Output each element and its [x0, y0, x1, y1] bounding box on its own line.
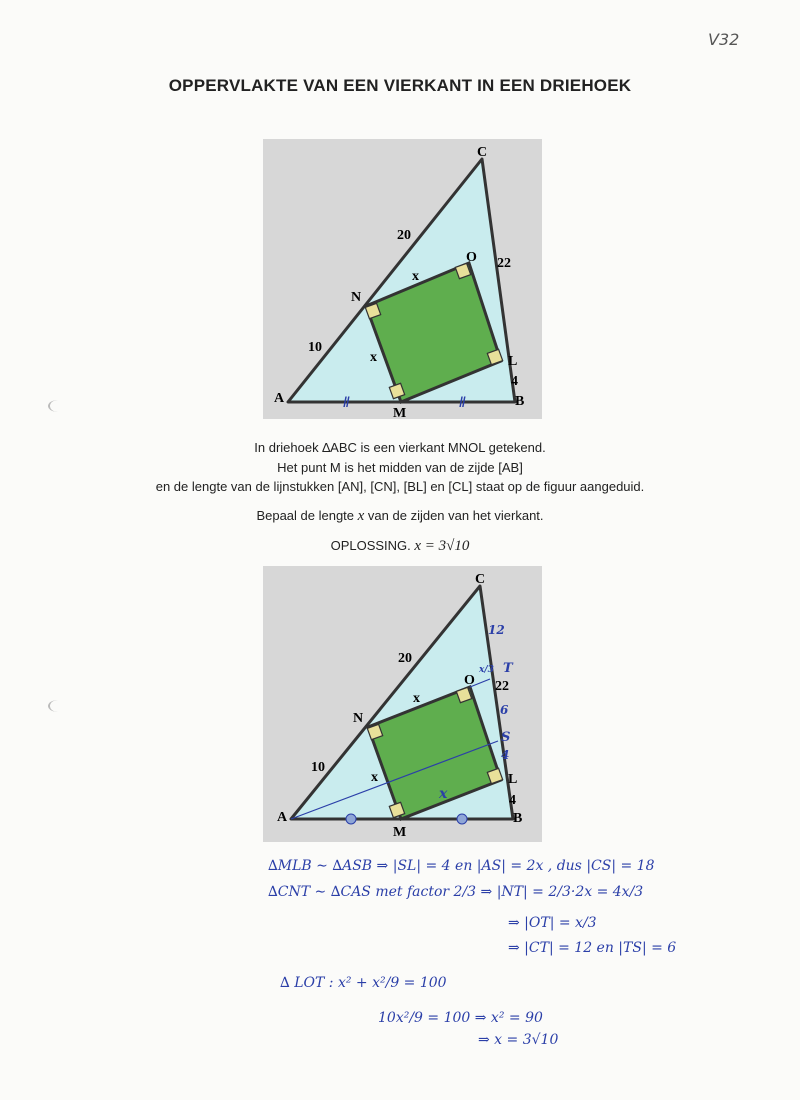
page-code: V32 [708, 30, 740, 49]
vertex-label-c: C [477, 145, 488, 160]
vertex-label-b: B [513, 811, 523, 826]
vertex-label-n: N [353, 711, 364, 726]
figure-1 [263, 139, 542, 419]
problem-line-1: In driehoek ∆ABC is een vierkant MNOL getekend. [254, 440, 546, 455]
vertex-label-o: O [466, 250, 477, 265]
vertex-label-l: L [508, 354, 518, 369]
vertex-label-o: O [464, 673, 475, 688]
equal-tick: ǁ [459, 395, 466, 411]
question [0, 506, 800, 526]
hand-length-ts: 6 [500, 703, 509, 717]
length-cn: 20 [398, 651, 412, 666]
hand-line-6: 10x²/9 = 100 ⇒ x² = 90 [378, 1010, 543, 1026]
equal-mark [457, 814, 467, 824]
vertex-label-a: A [277, 810, 288, 825]
punch-mark [48, 400, 68, 412]
equal-mark [346, 814, 356, 824]
length-side-top: x [412, 269, 419, 284]
vertex-label-l: L [508, 772, 518, 787]
punch-mark [48, 700, 68, 712]
length-side-left: x [371, 770, 378, 785]
length-an: 10 [308, 340, 322, 355]
point-label-s: S [501, 730, 511, 745]
solution-line [0, 536, 800, 556]
vertex-label-n: N [351, 290, 362, 305]
solution-label: OPLOSSING. [330, 538, 415, 553]
problem-line-2: Het punt M is het midden van de zijde [AB] [277, 460, 523, 475]
vertex-label-m: M [393, 825, 407, 840]
figure-2 [263, 566, 542, 842]
vertex-label-a: A [274, 391, 285, 406]
question-post: van de zijden van het vierkant. [364, 508, 544, 523]
equal-tick: ǁ [343, 395, 350, 411]
length-cl: 22 [495, 679, 509, 694]
hand-length-ct: 12 [488, 623, 505, 637]
length-side-top: x [413, 691, 420, 706]
problem-line-3: en de lengte van de lijnstukken [AN], [CN], [BL] en [CL] staat op de figuur aangeduid. [155, 479, 645, 494]
length-side-left: x [370, 350, 377, 365]
hand-line-1: ∆MLB ∼ ∆ASB ⇒ |SL| = 4 en |AS| = 2x , dus |CS| = 18 [268, 858, 655, 874]
question-pre: Bepaal de lengte [256, 508, 358, 523]
length-cn: 20 [397, 228, 411, 243]
hand-line-4: ⇒ |CT| = 12 en |TS| = 6 [508, 940, 677, 956]
length-an: 10 [311, 760, 325, 775]
page-title: OPPERVLAKTE VAN EEN VIERKANT IN EEN DRIEHOEK [168, 76, 632, 95]
hand-line-3: ⇒ |OT| = x/3 [508, 915, 597, 931]
point-label-t: T [503, 661, 513, 676]
solution-value: x = 3√10 [414, 538, 470, 554]
question-variable: x [357, 508, 365, 524]
vertex-label-c: C [475, 572, 486, 587]
length-cl: 22 [497, 256, 511, 271]
hand-length-ot: x/3 [479, 665, 494, 675]
hand-line-2: ∆CNT ∼ ∆CAS met factor 2/3 ⇒ |NT| = 2/3·2x = 4x/3 [268, 884, 644, 900]
hand-length-sl: 4 [501, 748, 510, 762]
hand-line-7: ⇒ x = 3√10 [478, 1032, 559, 1048]
hand-line-5: ∆ LOT : x² + x²/9 = 100 [280, 975, 447, 991]
length-bl: 4 [509, 793, 516, 808]
length-bl: 4 [511, 374, 518, 389]
vertex-label-b: B [515, 394, 525, 409]
hand-inner-x: x [439, 786, 448, 802]
vertex-label-m: M [393, 406, 407, 419]
